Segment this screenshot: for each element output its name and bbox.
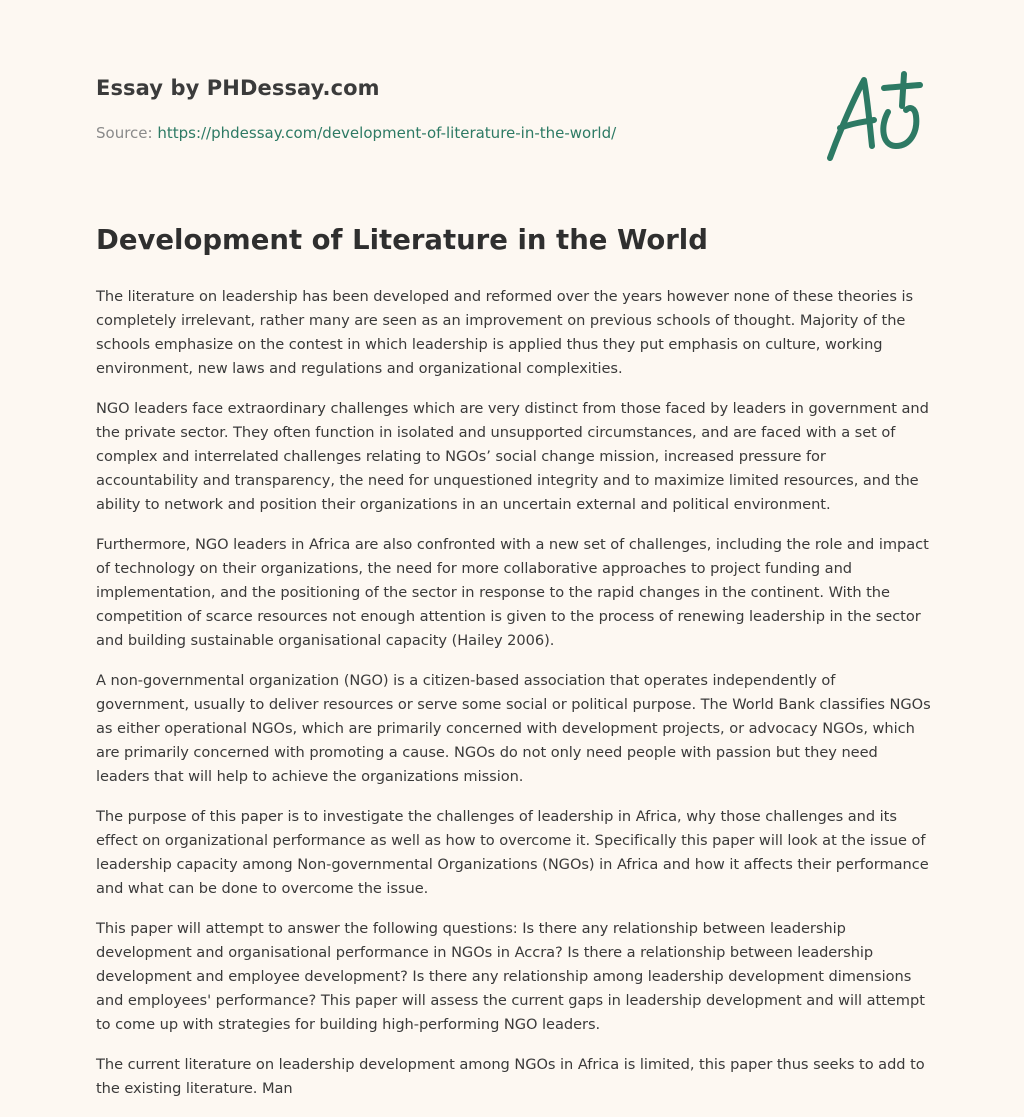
essay-body — [96, 285, 932, 1117]
paragraph: A non-governmental organization (NGO) is a citizen-based association that operates independently of government, usually to deliver resources or serve some social or political purpose. The World Bank classifies NGOs as either operational NGOs, which are primarily concerned with development projects, or advocacy NGOs, which are primarily concerned with promoting a cause. NGOs do not only need people with passion but they need leaders that will help to achieve the organizations mission. — [96, 672, 931, 785]
essay-title: Development of Literature in the World — [96, 224, 708, 256]
site-brand: Essay by PHDessay.com — [96, 76, 380, 100]
paragraph: The literature on leadership has been developed and reformed over the years however none of these theories is completely irrelevant, rather many are seen as an improvement on previous schools of thought. Majority of the schools emphasize on the contest in which leadership is applied thus they put emphasis on culture, working environment, new laws and regulations and organizational complexities. — [96, 288, 914, 377]
source-line — [96, 124, 616, 142]
paragraph: Furthermore, NGO leaders in Africa are also confronted with a new set of challenges, including the role and impact of technology on their organizations, the need for more collaborative approaches to project funding and implementation, and the positioning of the sector in response to the rapid changes in the continent. With the competition of scarce resources not enough attention is given to the process of renewing leadership in the sector and building sustainable organisational capacity (Hailey 2006). — [96, 536, 929, 649]
paragraph: The purpose of this paper is to investigate the challenges of leadership in Africa, why those challenges and its effect on organizational performance as well as how to overcome it. Specifically this paper will look at the issue of leadership capacity among Non-governmental Organizations (NGOs) in Africa and how it affects their performance and what can be done to overcome the issue. — [96, 808, 929, 897]
source-label: Source: — [96, 124, 158, 142]
paragraph: This paper will attempt to answer the following questions: Is there any relationship between leadership development and organisational performance in NGOs in Accra? Is there a relationship between leadership development and employee development? Is there any relationship among leadership development dimensions and employees' performance? This paper will assess the current gaps in leadership development and will attempt to come up with strategies for building high-performing NGO leaders. — [96, 920, 925, 1033]
source-link[interactable]: https://phdessay.com/development-of-literature-in-the-world/ — [157, 124, 617, 142]
a-plus-grade-icon — [818, 66, 928, 164]
paragraph: NGO leaders face extraordinary challenges which are very distinct from those faced by leaders in government and the private sector. They often function in isolated and unsupported circumstances, and are faced with a set of complex and interrelated challenges relating to NGOs’ social change mission, increased pressure for accountability and transparency, the need for unquestioned integrity and to maximize limited resources, and the ability to network and position their organizations in an uncertain external and political environment. — [96, 400, 929, 513]
paragraph: The current literature on leadership development among NGOs in Africa is limited, this paper thus seeks to add to the existing literature. Man — [96, 1056, 925, 1097]
